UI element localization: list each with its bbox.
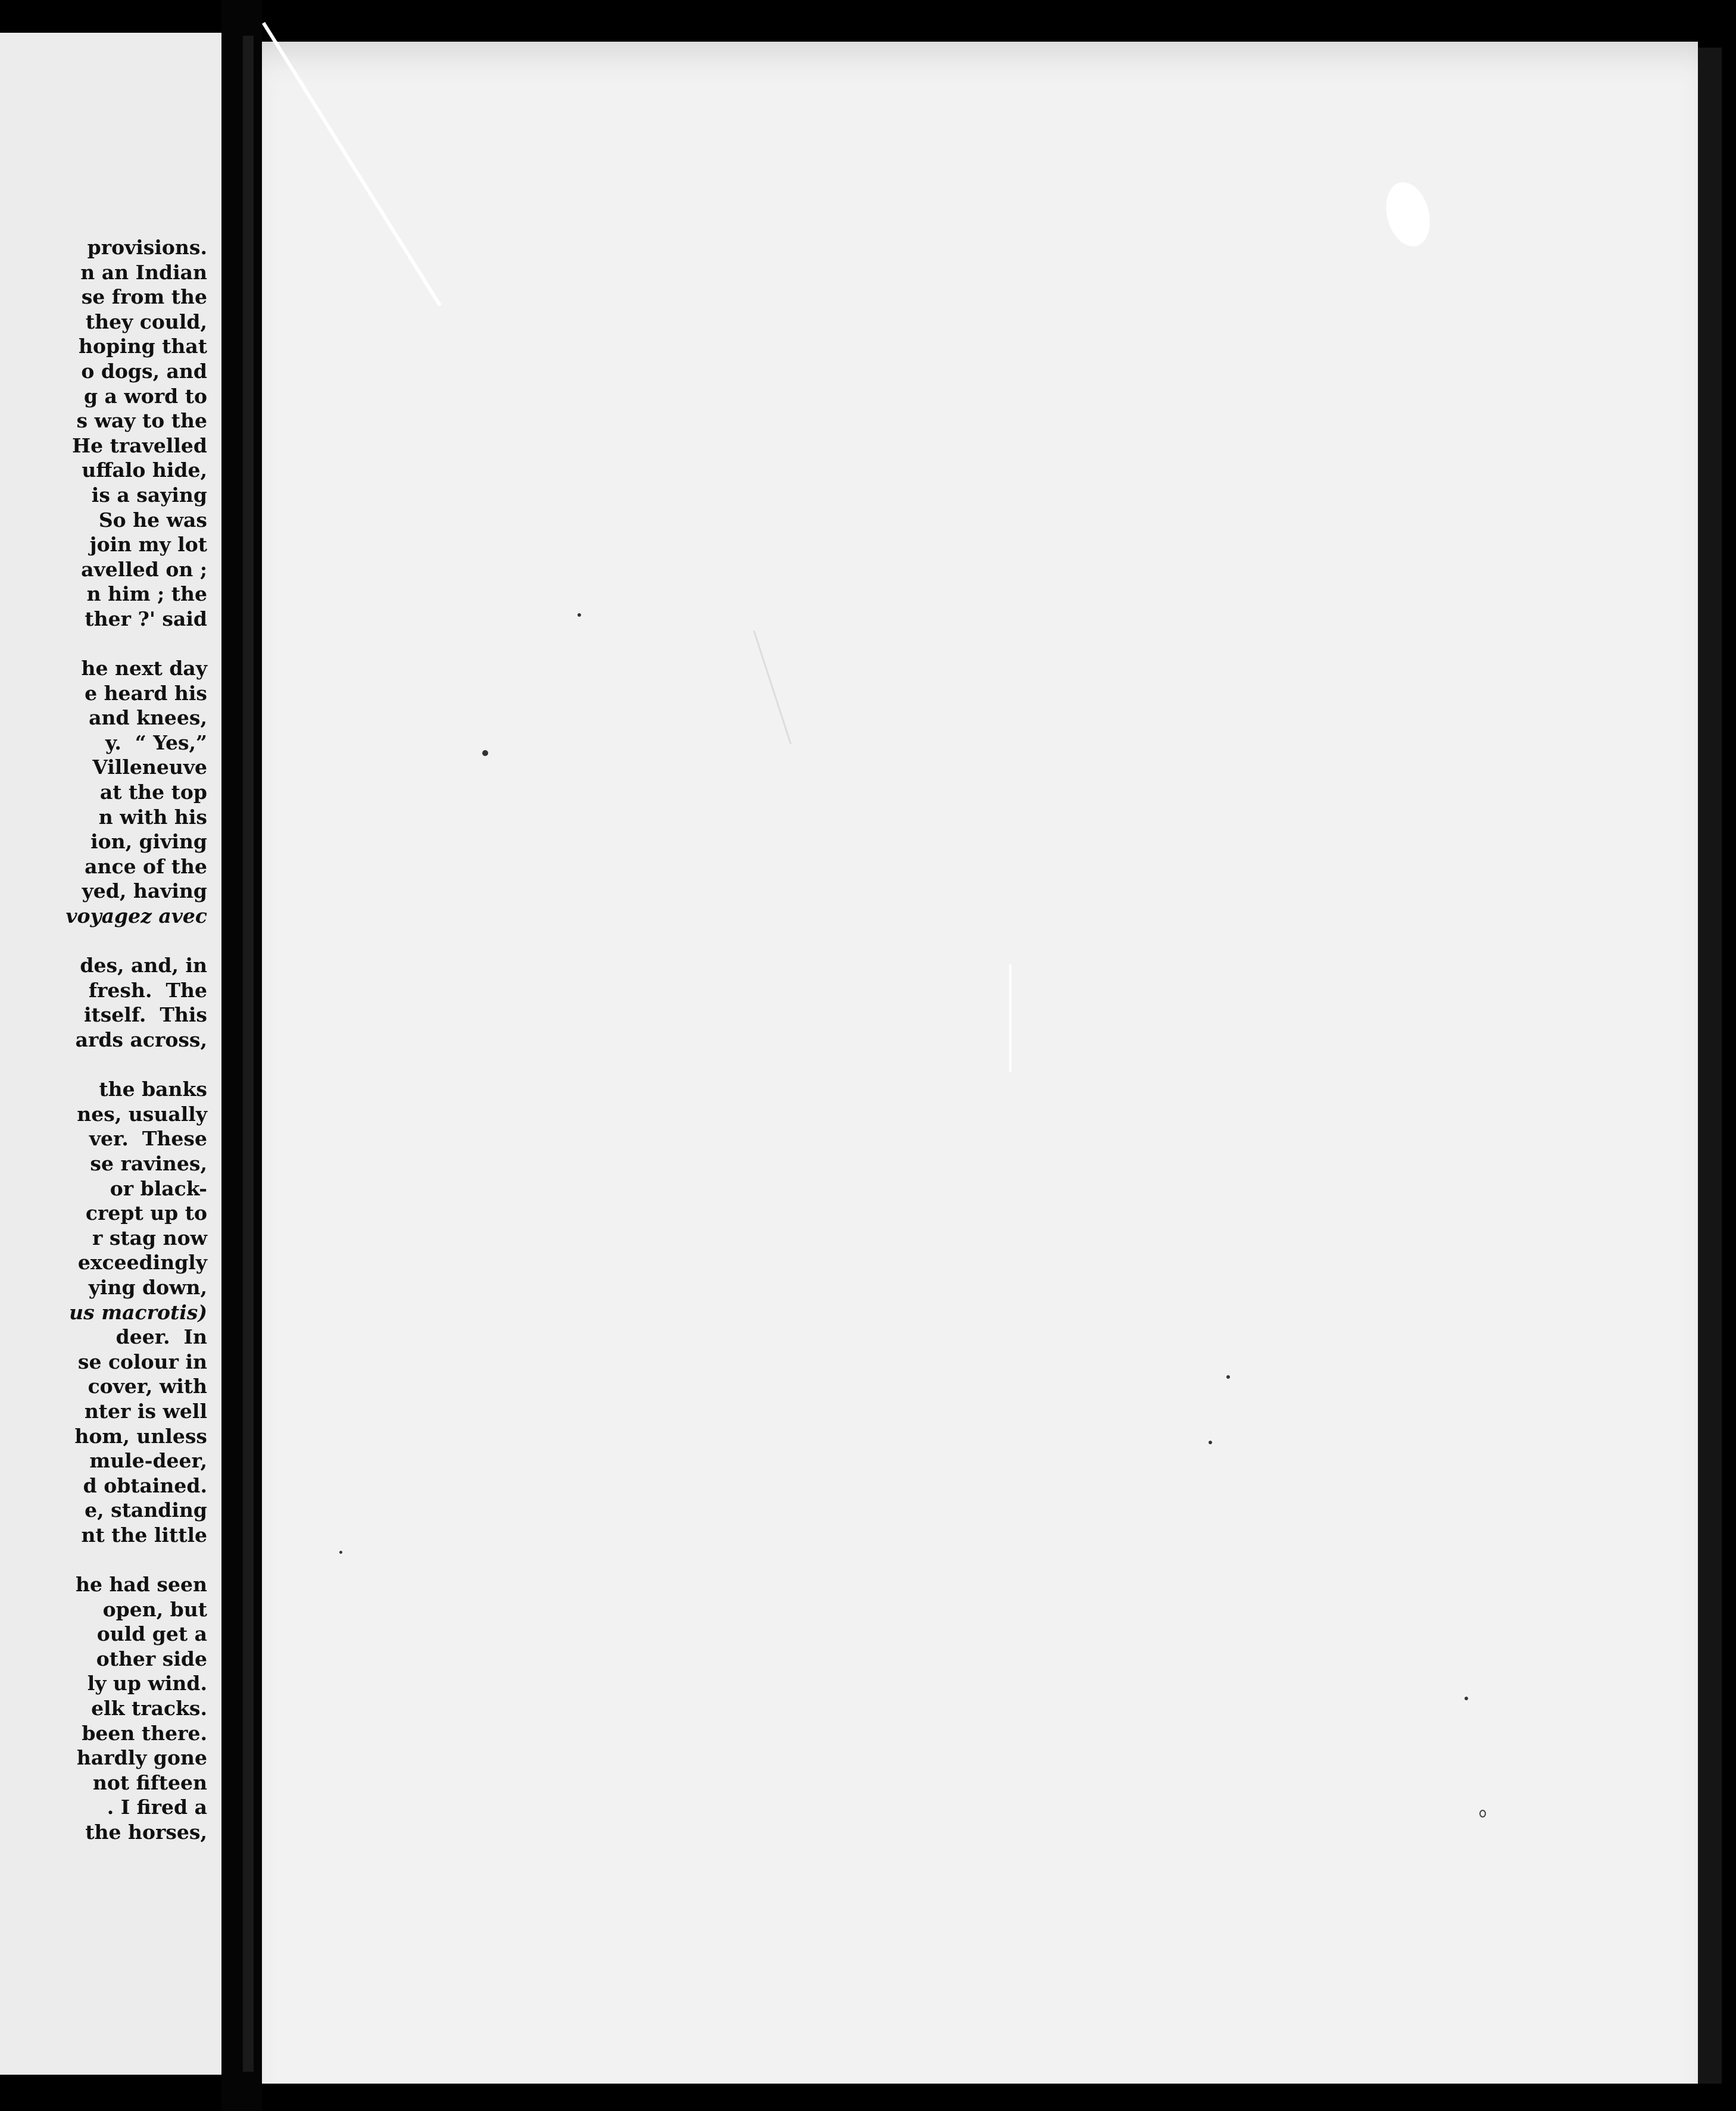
text-line: [0, 929, 207, 954]
text-line: n an Indian: [80, 260, 207, 284]
previous-page: [0, 33, 221, 2075]
paper-blemish: [1379, 177, 1437, 251]
text-line: [0, 1547, 207, 1572]
text-line: n with his: [98, 805, 207, 829]
text-line: voyagez avec: [65, 904, 207, 928]
text-line: ver. These: [89, 1127, 207, 1151]
text-line: se colour in: [77, 1350, 207, 1373]
text-line: o dogs, and: [81, 359, 207, 383]
text-line: crept up to: [85, 1201, 207, 1225]
text-line: s way to the: [76, 409, 207, 433]
text-line: n him ; the: [86, 582, 207, 606]
text-line: hom, unless: [74, 1424, 207, 1448]
text-line: [0, 1053, 207, 1078]
text-line: hoping that: [78, 335, 207, 358]
paper-speck: [339, 1551, 342, 1554]
text-line: he next day: [81, 657, 207, 680]
text-line: is a saying: [91, 483, 207, 507]
text-line: the horses,: [85, 1820, 207, 1844]
text-line: se ravines,: [90, 1151, 207, 1175]
text-line: provisions.: [87, 236, 207, 259]
page-edge: [1698, 48, 1722, 2084]
paper-speck: [482, 750, 488, 756]
book-gutter: [221, 0, 262, 2111]
text-line: he had seen: [76, 1573, 207, 1597]
text-line: us macrotis): [69, 1300, 207, 1324]
text-line: the banks: [99, 1078, 207, 1101]
text-line: nt the little: [81, 1523, 207, 1547]
text-line: e heard his: [85, 681, 207, 705]
text-line: yed, having: [82, 879, 207, 903]
paper-speck: [577, 613, 581, 617]
paper-speck: [1479, 1810, 1486, 1818]
text-line: elk tracks.: [91, 1697, 207, 1720]
text-line: ards across,: [75, 1028, 207, 1051]
text-line: not fifteen: [92, 1770, 207, 1794]
paper-speck: [1226, 1375, 1230, 1379]
paper-speck: [1465, 1697, 1468, 1700]
text-line: se from the: [81, 285, 207, 309]
text-line: [0, 632, 207, 657]
text-line: ould get a: [96, 1622, 207, 1646]
text-line: and knees,: [89, 706, 207, 730]
text-line: nes, usually: [77, 1102, 207, 1126]
text-line: deer. In: [115, 1325, 207, 1349]
scratch-mark: [1009, 964, 1011, 1072]
text-line: e, standing: [85, 1498, 207, 1522]
text-line: des, and, in: [80, 954, 207, 978]
text-line: or black-: [110, 1176, 207, 1200]
text-line: y. “ Yes,”: [105, 730, 207, 754]
text-line: uffalo hide,: [82, 458, 207, 482]
text-line: So he was: [98, 508, 207, 532]
previous-page-text-column: [0, 235, 207, 1845]
text-line: they could,: [85, 310, 207, 333]
text-line: ion, giving: [90, 830, 207, 854]
text-line: other side: [96, 1647, 207, 1670]
text-line: avelled on ;: [81, 557, 207, 581]
text-line: hardly gone: [76, 1746, 207, 1770]
text-line: been there.: [82, 1721, 207, 1745]
text-line: cover, with: [88, 1375, 207, 1398]
text-line: fresh. The: [88, 978, 207, 1002]
text-line: ly up wind.: [87, 1672, 207, 1695]
text-line: nter is well: [84, 1399, 207, 1423]
text-line: d obtained.: [83, 1473, 207, 1497]
text-line: itself. This: [83, 1003, 207, 1027]
paper-speck: [1209, 1441, 1212, 1444]
text-line: at the top: [99, 780, 207, 804]
text-line: ying down,: [88, 1275, 207, 1299]
blank-page: [262, 42, 1698, 2084]
text-line: exceedingly: [77, 1251, 207, 1275]
text-line: mule-deer,: [89, 1449, 207, 1473]
text-line: ance of the: [85, 854, 207, 878]
text-line: open, but: [102, 1597, 207, 1621]
text-line: He travelled: [72, 433, 207, 457]
text-line: r stag now: [92, 1226, 207, 1250]
text-line: ther ?' said: [85, 607, 207, 630]
text-line: g a word to: [83, 384, 207, 408]
text-line: Villeneuve: [92, 755, 207, 779]
gutter-edge: [243, 36, 254, 2072]
text-line: join my lot: [89, 533, 207, 557]
text-line: . I fired a: [107, 1795, 207, 1819]
